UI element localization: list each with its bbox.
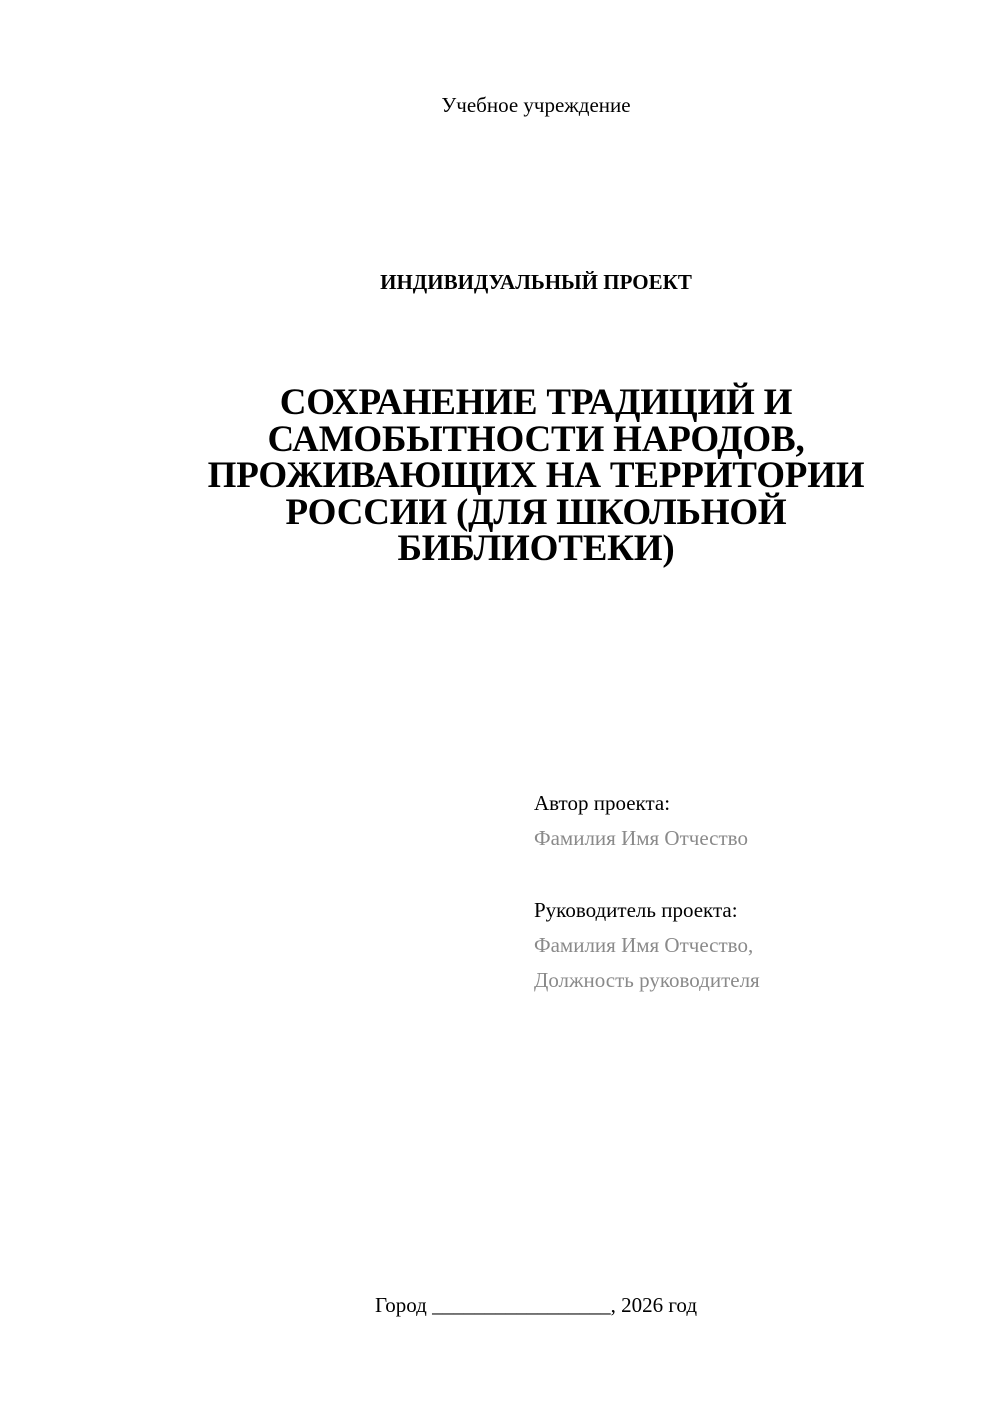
author-label: Автор проекта: [534, 791, 671, 815]
project-title-line: САМОБЫТНОСТИ НАРОДОВ, [267, 418, 805, 460]
city-year-line: Город _________________, 2026 год [374, 1293, 698, 1317]
supervisor-label: Руководитель проекта: [534, 898, 738, 922]
project-title-line: СОХРАНЕНИЕ ТРАДИЦИЙ И [279, 382, 793, 423]
project-title-line: РОССИИ (ДЛЯ ШКОЛЬНОЙ [285, 491, 787, 533]
author-block [534, 786, 974, 856]
supervisor-position: Должность руководителя [534, 968, 760, 992]
project-title-line: ПРОЖИВАЮЩИХ НА ТЕРРИТОРИИ [207, 455, 865, 496]
institution-name: Учебное учреждение [441, 93, 631, 117]
author-name: Фамилия Имя Отчество [534, 826, 748, 850]
project-type-heading: ИНДИВИДУАЛЬНЫЙ ПРОЕКТ [380, 270, 692, 294]
project-title [130, 382, 942, 569]
supervisor-name: Фамилия Имя Отчество, [534, 933, 754, 957]
project-title-line: БИБЛИОТЕКИ) [397, 528, 675, 569]
supervisor-block [534, 893, 974, 998]
